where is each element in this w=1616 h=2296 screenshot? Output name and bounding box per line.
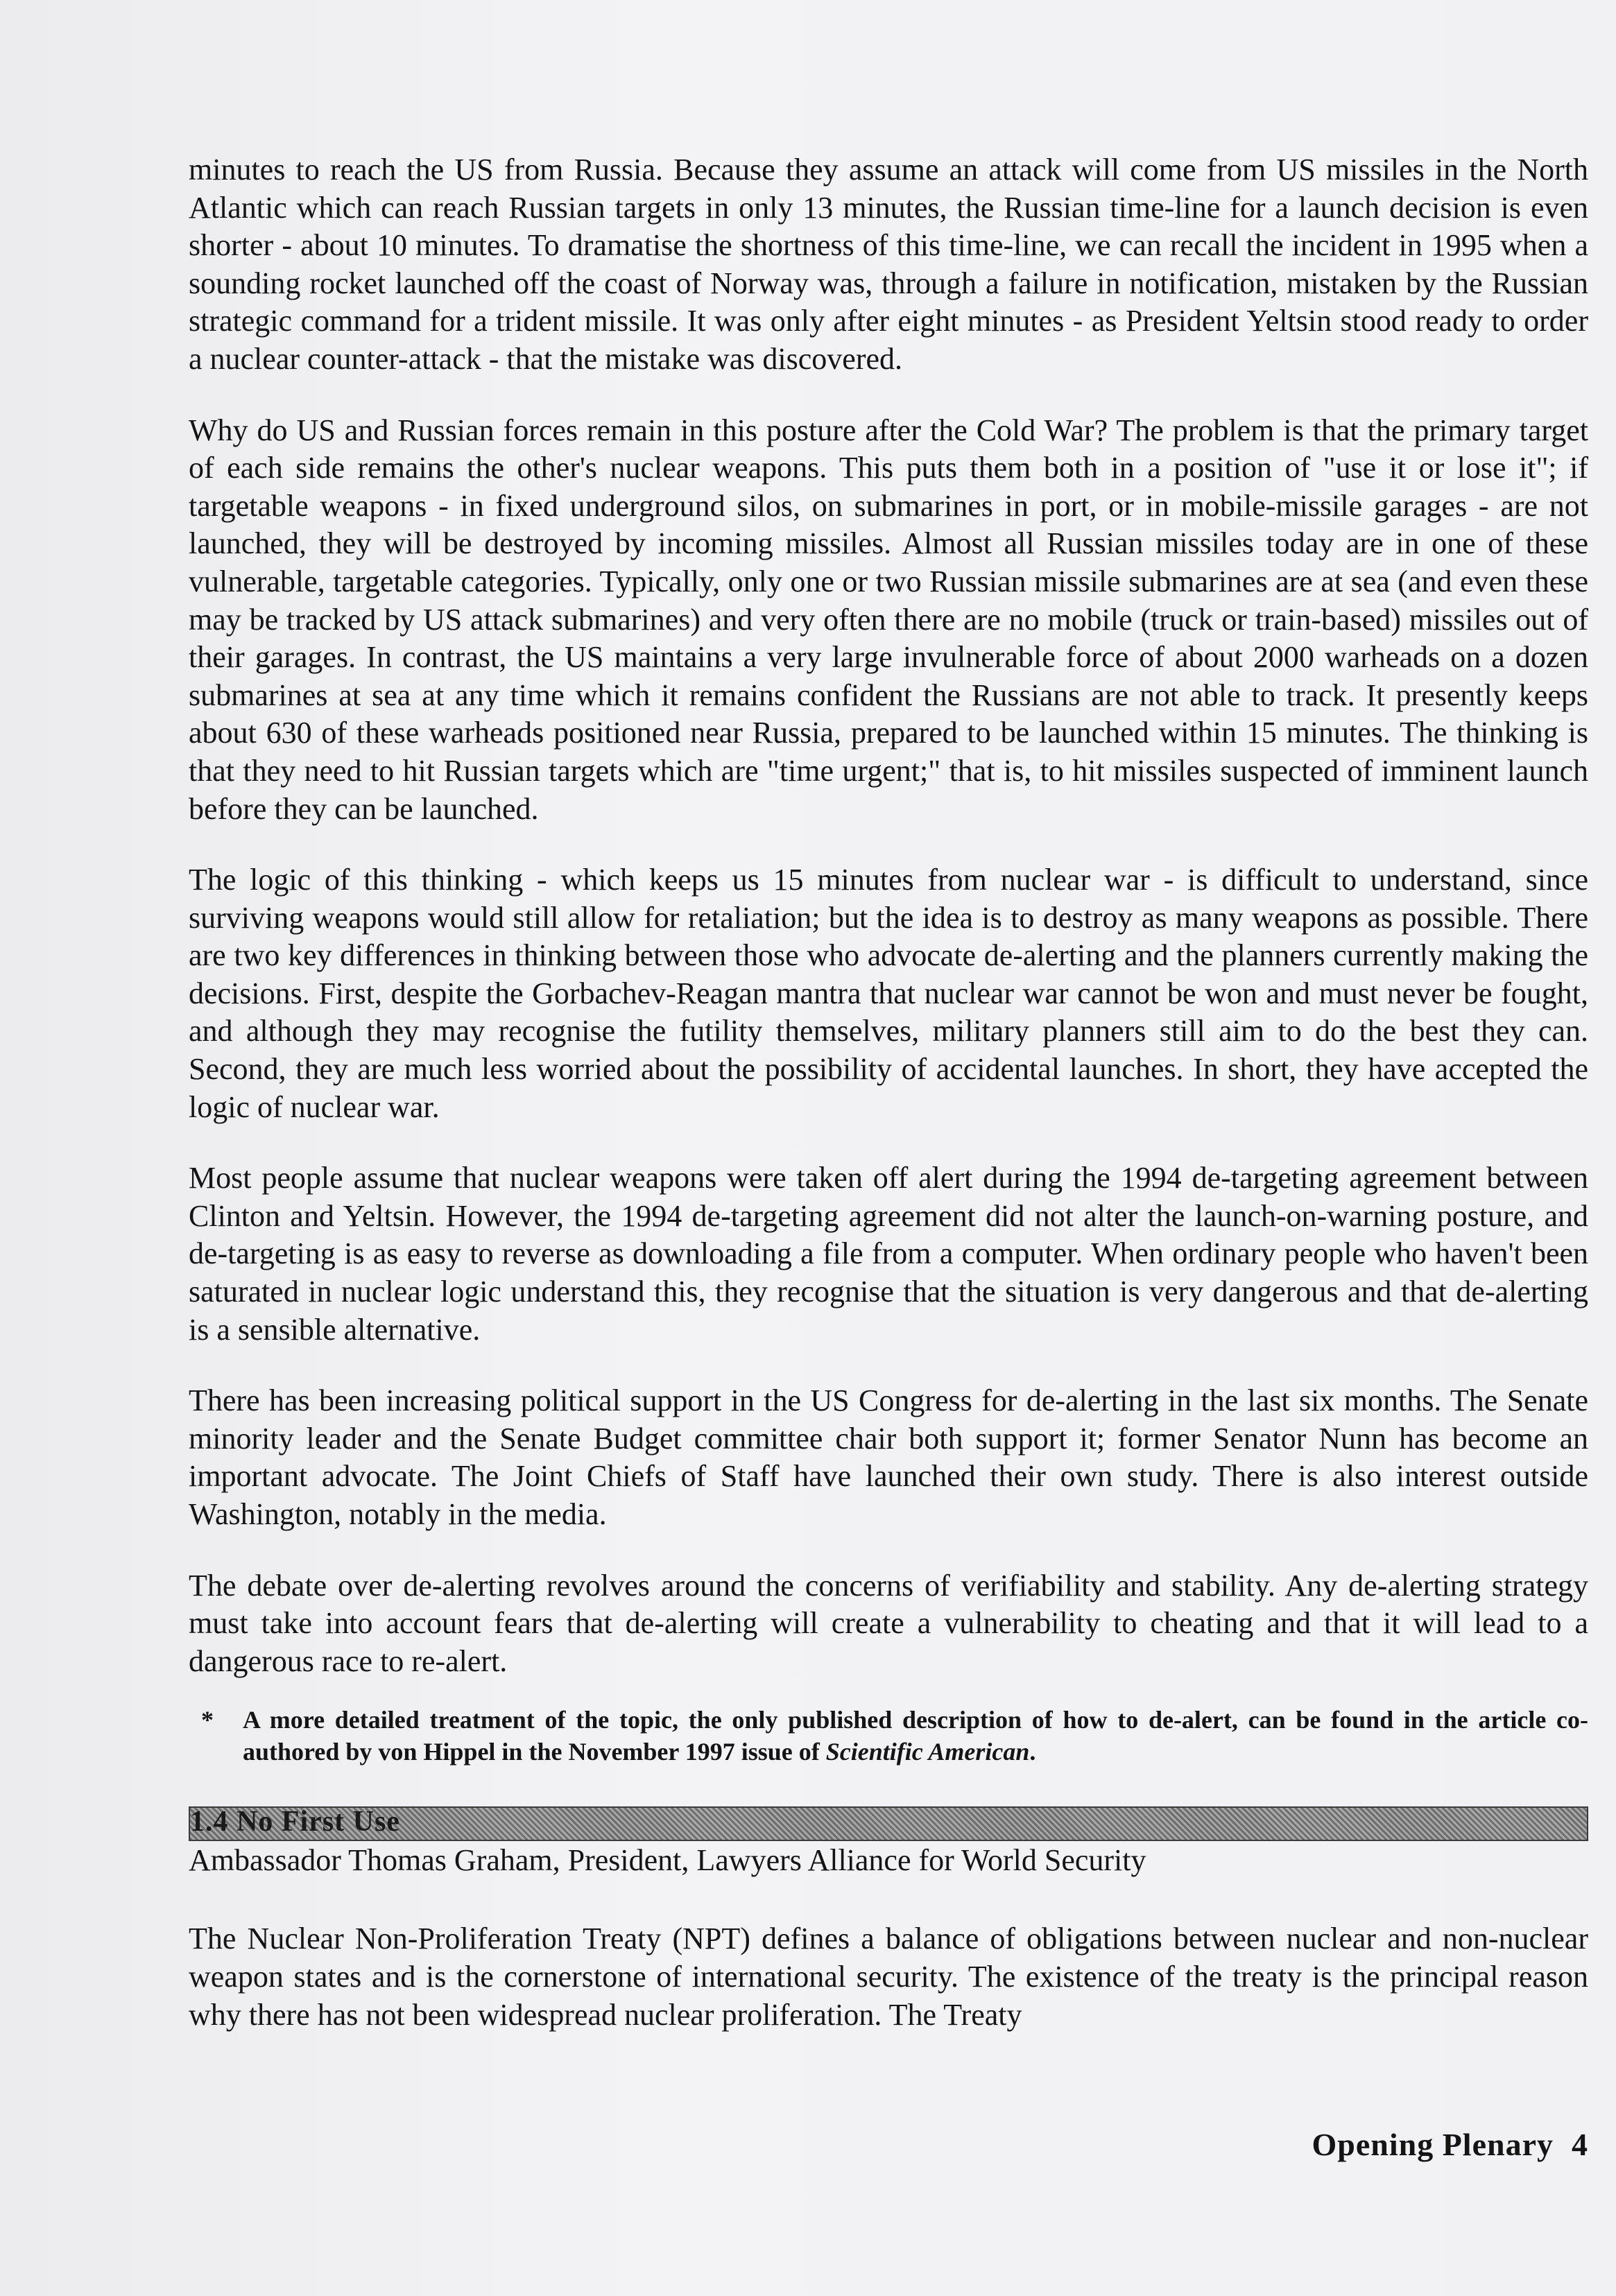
footnote	[189, 1704, 1588, 1768]
footnote-text-end: .	[1029, 1738, 1036, 1766]
body-paragraph-3: The logic of this thinking - which keeps us 15 minutes from nuclear war - is difficult to understand, since surviving weapons would still allow for retaliation; but the idea is to destroy as many weapons as possible. There are two key differences in thinking between those who advocate de-alerting and the planners currently making the decisions. First, despite the Gorbachev-Reagan mantra that nuclear war cannot be won and must never be fought, and although they may recognise the futility themselves, military planners still aim to do the best they can. Second, they are much less worried about the possibility of accidental launches. In short, they have accepted the logic of nuclear war.	[189, 863, 1588, 1124]
section-speaker: Ambassador Thomas Graham, President, Lawyers Alliance for World Security	[189, 1843, 1146, 1878]
body-paragraph-4: Most people assume that nuclear weapons were taken off alert during the 1994 de-targeting agreement between Clinton and Yeltsin. However, the 1994 de-targeting agreement did not alter the launch-on-warning posture, and de-targeting is as easy to reverse as downloading a file from a computer. When ordinary people who haven't been saturated in nuclear logic understand this, they recognise that the situation is very dangerous and that de-alerting is a sensible alternative.	[189, 1161, 1588, 1347]
footnote-text	[243, 1704, 1588, 1768]
footnote-journal-title: Scientific American	[825, 1738, 1030, 1766]
body-paragraph-2: Why do US and Russian forces remain in this posture after the Cold War? The problem is that the primary target of each side remains the other's nuclear weapons. This puts them both in a position of "use it or lose it"; if targetable weapons - in fixed underground silos, on submarines in port, or in mobile-missile garages - are not launched, they will be destroyed by incoming missiles. Almost all Russian missiles today are in one of these vulnerable, targetable categories. Typically, only one or two Russian missile submarines are at sea (and even these may be tracked by US attack submarines) and very often there are no mobile (truck or train-based) missiles out of their garages. In contrast, the US maintains a very large invulnerable force of about 2000 warheads on a dozen submarines at sea at any time which it remains confident the Russians are not able to track. It presently keeps about 630 of these warheads positioned near Russia, prepared to be launched within 15 minutes. The thinking is that they need to hit Russian targets which are "time urgent;" that is, to hit missiles suspected of imminent launch before they can be launched.	[189, 413, 1588, 826]
section-heading-bar	[189, 1806, 1588, 1841]
footer-label: Opening Plenary	[1312, 2127, 1554, 2162]
body-paragraph-5: There has been increasing political support in the US Congress for de-alerting in the last six months. The Senate minority leader and the Senate Budget committee chair both support it; former Senator Nunn has become an important advocate. The Joint Chiefs of Staff have launched their own study. There is also interest outside Washington, notably in the media.	[189, 1383, 1588, 1531]
body-paragraph-1: minutes to reach the US from Russia. Because they assume an attack will come from US missiles in the North Atlantic which can reach Russian targets in only 13 minutes, the Russian time-line for a launch decision is even shorter - about 10 minutes. To dramatise the shortness of this time-line, we can recall the incident in 1995 when a sounding rocket launched off the coast of Norway was, through a failure in notification, mistaken by the Russian strategic command for a trident missile. It was only after eight minutes - as President Yeltsin stood ready to order a nuclear counter-attack - that the mistake was discovered.	[189, 153, 1588, 376]
page-number: 4	[1572, 2127, 1588, 2162]
section-paragraph: The Nuclear Non-Proliferation Treaty (NPT) defines a balance of obligations between nuclear and non-nuclear weapon states and is the cornerstone of international security. The existence of the treaty is the principal reason why there has not been widespread nuclear proliferation. The Treaty	[189, 1922, 1588, 2032]
body-paragraph-6: The debate over de-alerting revolves around the concerns of verifiability and stability. Any de-alerting strategy must take into account fears that de-alerting will create a vulnerability to cheating and that it will lead to a dangerous race to re-alert.	[189, 1568, 1588, 1678]
footnote-marker: *	[201, 1706, 214, 1734]
page-footer	[1312, 2126, 1588, 2163]
text-column	[189, 151, 1588, 2067]
section-heading: 1.4 No First Use	[190, 1806, 400, 1838]
footnote-text-start: A more detailed treatment of the topic, the only published description of how to de-alert, can be found in the article co-authored by von Hippel in the November 1997 issue of	[243, 1706, 1588, 1766]
